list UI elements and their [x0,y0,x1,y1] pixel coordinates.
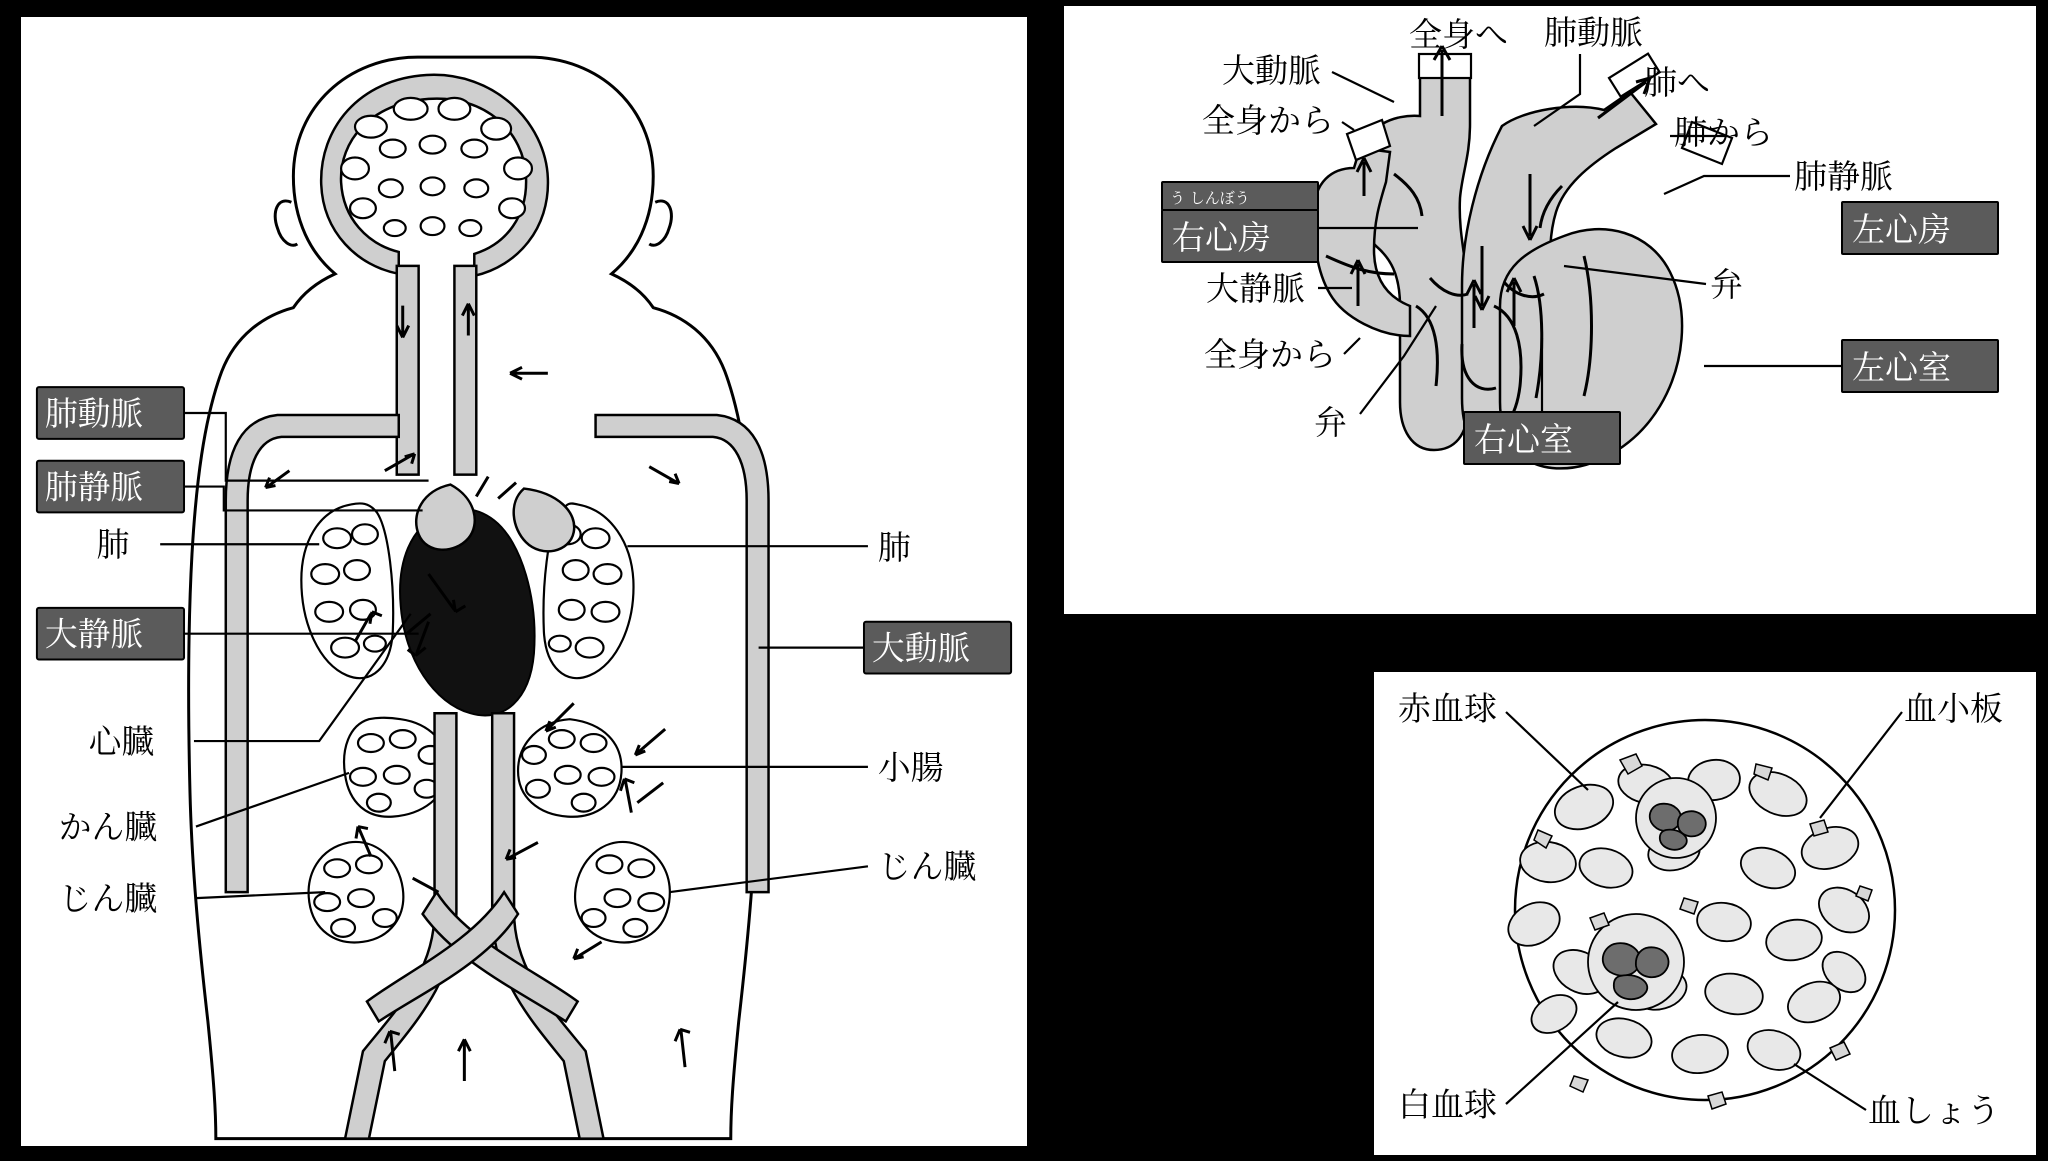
neck-vessels [397,266,477,475]
label-red-blood-cell[interactable] [1398,689,1588,790]
head-capillaries [341,98,532,236]
label-aorta-heart-text: 大動脈 [1222,51,1321,90]
body-circulation-diagram [21,17,1027,1146]
label-pulmonary-vein-heart[interactable] [1664,157,1893,196]
label-kidney-left[interactable] [59,880,325,918]
label-from-body-lower-text: 全身から [1204,335,1336,374]
label-plasma[interactable] [1794,1064,2000,1130]
head-vessel-loop [321,75,548,276]
panel-heart-structure [1064,6,2036,614]
label-right-ventricle-text: 右心室 [1474,420,1573,459]
label-vena-cava-text: 大静脈 [44,615,144,654]
label-kidney-right-text: じん臓 [877,848,977,887]
label-small-intestine[interactable] [621,749,943,787]
label-to-body[interactable] [1409,15,1508,54]
label-left-ventricle-text: 左心室 [1852,348,1951,387]
label-to-lung[interactable] [1644,63,1710,102]
label-valve-right-text: 弁 [1710,265,1743,304]
label-platelet-text: 血小板 [1904,689,2003,728]
heart-structure-diagram [1064,6,2036,614]
label-to-body-text: 全身へ [1409,15,1508,54]
label-liver[interactable] [59,773,349,847]
label-to-lung-text: 肺へ [1644,63,1710,102]
label-from-body-lower[interactable] [1204,335,1360,374]
label-right-atrium-ruby: う しんぼう [1170,189,1250,207]
label-left-atrium[interactable] [1842,202,1998,254]
label-plasma-text: 血しょう [1868,1091,2000,1130]
label-white-blood-cell-text: 白血球 [1398,1085,1497,1124]
label-vena-cava-heart-text: 大静脈 [1206,269,1305,308]
label-from-lung-text: 肺から [1674,113,1773,152]
label-from-body-upper[interactable] [1202,101,1354,140]
kidney-right [575,842,670,942]
label-from-lung[interactable] [1670,113,1773,152]
label-valve-left-text: 弁 [1314,403,1347,442]
label-pulmonary-artery-heart-text: 肺動脈 [1544,13,1643,52]
label-from-body-upper-text: 全身から [1202,101,1334,140]
label-pulmonary-vein-heart-text: 肺静脈 [1794,157,1893,196]
label-group-right [621,529,1011,892]
label-lung-right-text: 肺 [877,529,911,568]
label-left-atrium-text: 左心房 [1852,210,1951,249]
label-small-intestine-text: 小腸 [877,748,944,787]
label-lung-left-text: 肺 [96,526,130,565]
blood-components-diagram [1374,672,2036,1155]
panel-body-circulation [18,14,1030,1149]
label-kidney-left-text: じん臓 [58,880,158,919]
label-aorta-text: 大動脈 [871,629,971,668]
label-right-atrium-text: 右心房 [1172,218,1271,257]
label-red-blood-cell-text: 赤血球 [1398,689,1497,728]
label-aorta-heart[interactable] [1222,51,1394,102]
label-lung-left[interactable] [97,526,320,564]
label-left-ventricle[interactable] [1704,340,1998,392]
label-liver-text: かん臓 [58,808,158,847]
panel-blood-components [1374,672,2036,1155]
label-pulmonary-artery-text: 肺動脈 [44,394,144,433]
label-heart-text: 心臓 [88,722,155,761]
label-kidney-right[interactable] [669,848,976,892]
small-intestine [518,719,622,817]
liver [344,718,449,817]
label-aorta[interactable] [759,622,1011,674]
label-pulmonary-vein-text: 肺静脈 [44,468,144,507]
lung-left [301,503,393,678]
